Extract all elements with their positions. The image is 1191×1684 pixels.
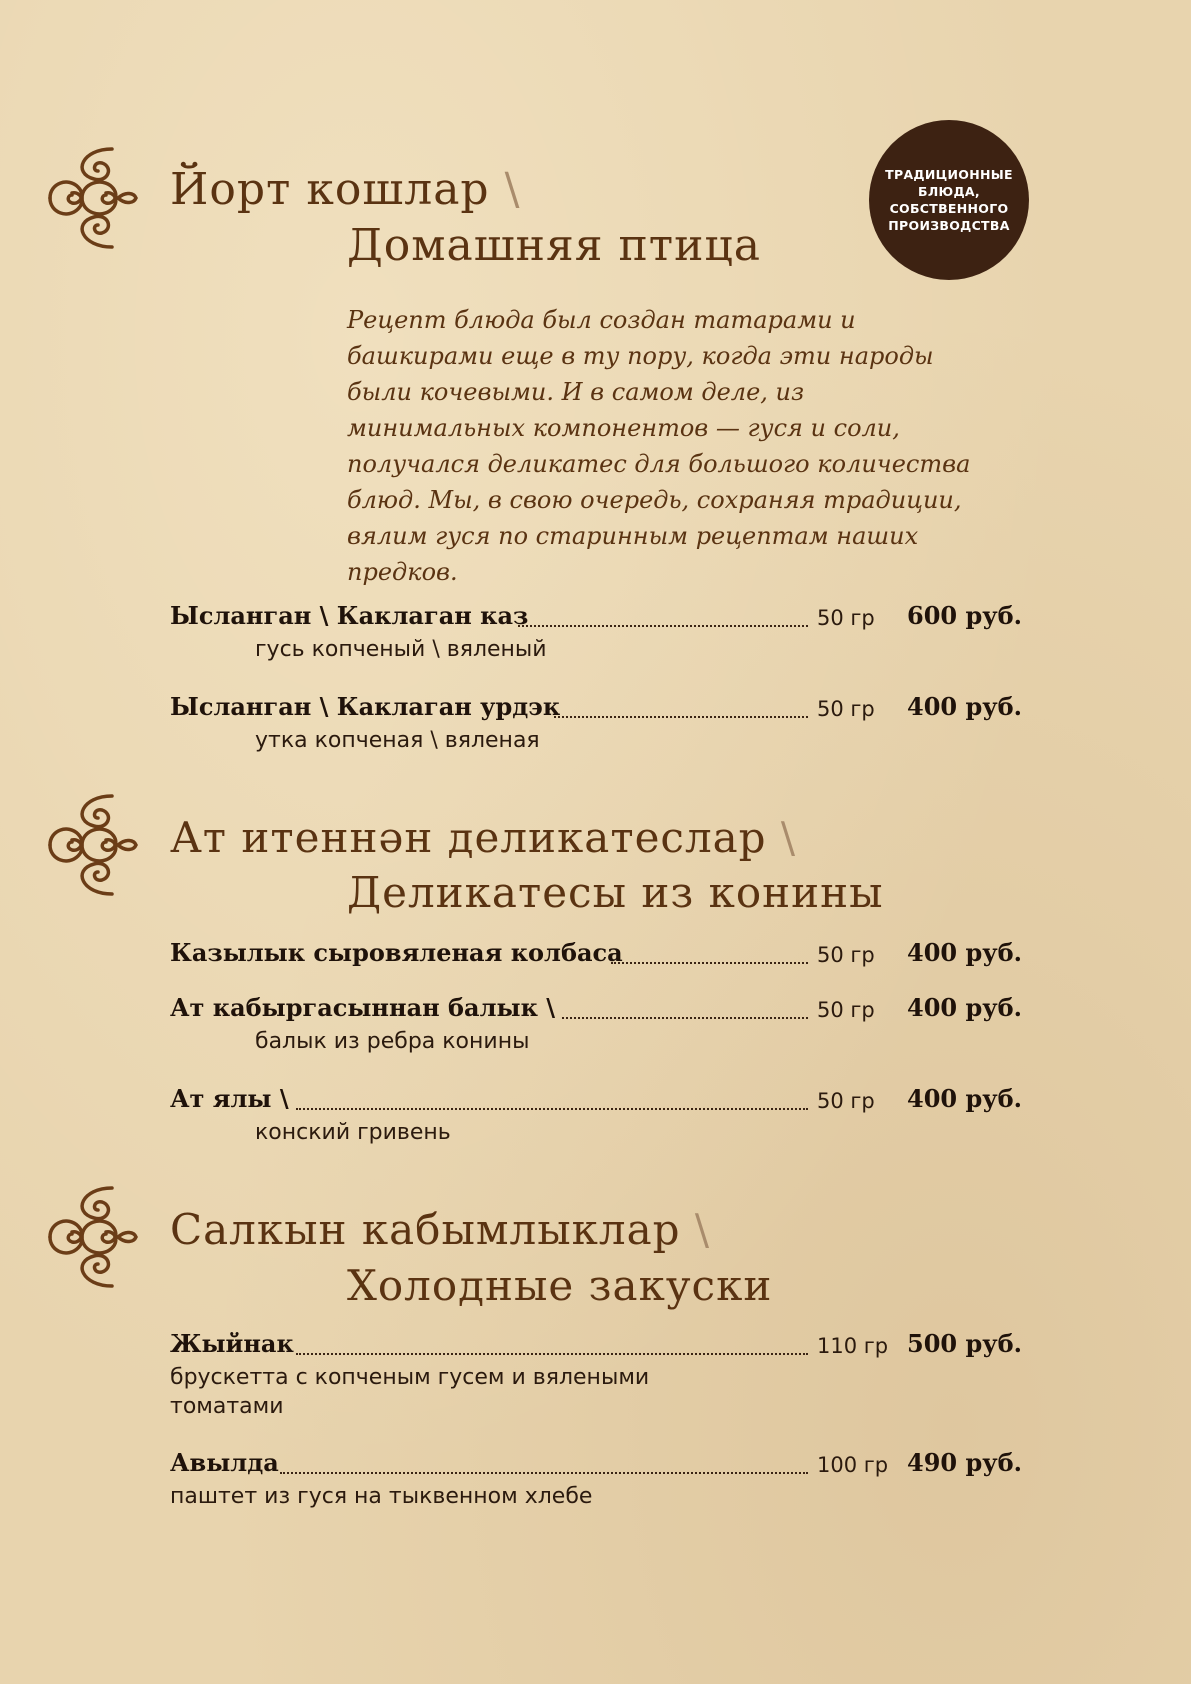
item-price: 500 руб. bbox=[907, 1329, 1022, 1358]
item-name: Авылда bbox=[170, 1448, 279, 1477]
item-leader-dots bbox=[562, 1017, 808, 1019]
menu-item bbox=[170, 1448, 1022, 1511]
menu-item bbox=[170, 692, 1022, 755]
item-description: конский гривень bbox=[255, 1120, 451, 1145]
item-weight: 50 гр bbox=[817, 1089, 875, 1113]
item-price: 490 руб. bbox=[907, 1448, 1022, 1477]
item-weight: 50 гр bbox=[817, 606, 875, 630]
item-description: балык из ребра конины bbox=[255, 1029, 530, 1054]
section-2-title-russian: Деликатесы из конины bbox=[347, 868, 884, 917]
item-price: 600 руб. bbox=[907, 601, 1022, 630]
badge-text: ТРАДИЦИОННЫЕ БЛЮДА, СОБСТВЕННОГО ПРОИЗВОДСТВА bbox=[885, 167, 1013, 233]
item-weight: 50 гр bbox=[817, 697, 875, 721]
section-2-title-tatar: Ат итеннән деликатеслар \ bbox=[170, 813, 797, 862]
item-description: брускетта с копченым гусем и вялеными томатами bbox=[170, 1365, 650, 1419]
item-price: 400 руб. bbox=[907, 692, 1022, 721]
item-name: Ысланган \ Каклаган урдэк bbox=[170, 692, 561, 721]
section-1-title-russian: Домашняя птица bbox=[347, 220, 761, 271]
section-3-title-tatar: Салкын кабымлыклар \ bbox=[170, 1205, 711, 1254]
item-name: Ат ялы \ bbox=[170, 1084, 289, 1113]
item-name: Ысланган \ Каклаган каз bbox=[170, 601, 529, 630]
item-price: 400 руб. bbox=[907, 938, 1022, 967]
item-leader-dots bbox=[296, 1108, 808, 1110]
item-description: утка копченая \ вяленая bbox=[255, 728, 540, 753]
item-name: Казылык сыровяленая колбаса bbox=[170, 938, 623, 967]
item-weight: 50 гр bbox=[817, 998, 875, 1022]
item-weight: 110 гр bbox=[817, 1334, 889, 1358]
section-1-title-tatar: Йорт кошлар \ bbox=[170, 164, 521, 215]
item-weight: 50 гр bbox=[817, 943, 875, 967]
item-leader-dots bbox=[611, 962, 808, 964]
item-weight: 100 гр bbox=[817, 1453, 889, 1477]
item-leader-dots bbox=[280, 1472, 808, 1474]
item-leader-dots bbox=[296, 1353, 808, 1355]
item-name: Ат кабыргасыннан балык \ bbox=[170, 993, 556, 1022]
menu-item bbox=[170, 601, 1022, 664]
item-price: 400 руб. bbox=[907, 993, 1022, 1022]
item-description: паштет из гуся на тыквенном хлебе bbox=[170, 1484, 593, 1509]
menu-item bbox=[170, 1084, 1022, 1147]
section-3-title-russian: Холодные закуски bbox=[347, 1261, 773, 1310]
item-leader-dots bbox=[554, 716, 808, 718]
section-1-intro: Рецепт блюда был создан татарами и башкирами еще в ту пору, когда эти народы были кочевыми. И в самом деле, из минимальных компонентов — гуся и соли, получался деликатес для большого количества блюд. Мы, в свою очередь, сохраняя традиции, вялим гуся по старинным рецептам наших предков. bbox=[347, 306, 971, 586]
item-price: 400 руб. bbox=[907, 1084, 1022, 1113]
menu-item bbox=[170, 993, 1022, 1056]
menu-item bbox=[170, 938, 1022, 972]
item-leader-dots bbox=[518, 625, 808, 627]
item-description: гусь копченый \ вяленый bbox=[255, 637, 547, 662]
item-name: Жыйнак bbox=[170, 1329, 294, 1358]
traditional-dishes-badge bbox=[869, 120, 1029, 280]
menu-item bbox=[170, 1329, 1022, 1421]
